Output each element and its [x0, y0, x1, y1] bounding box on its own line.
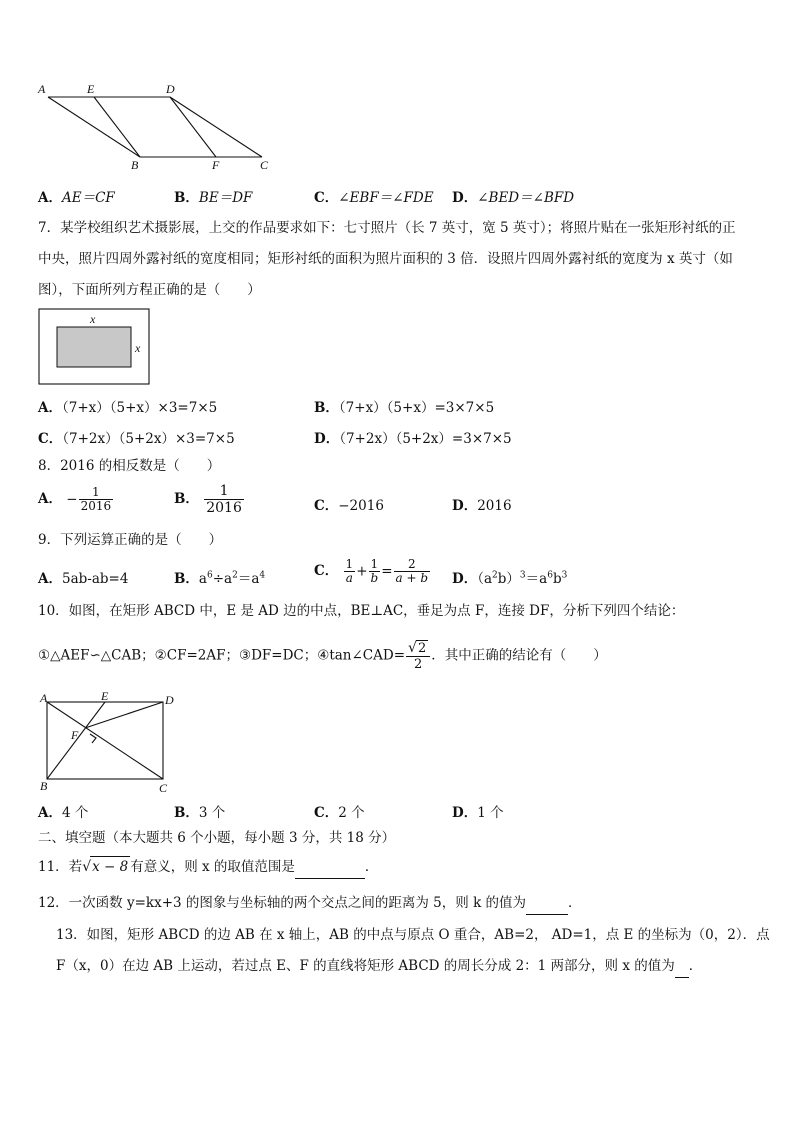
fraction-denominator: a + b [395, 571, 429, 585]
q9-b-exp1: 6 [206, 570, 213, 581]
photo [57, 327, 131, 367]
q8-option-d-text: 2016 [477, 498, 512, 514]
q8-stem: 8．2016 的相反数是（ ） [38, 458, 221, 474]
q6-option-a[interactable] [38, 186, 115, 206]
q8-option-a-letter: A． [38, 491, 62, 507]
q9-b-op: ÷a [212, 571, 233, 587]
q6-option-b[interactable] [174, 186, 252, 206]
label-b: B [131, 158, 139, 172]
q10-conclusions: ①△AEF∽△CAB；②CF=2AF；③DF=DC；④tan∠CAD= [38, 647, 406, 664]
q10-option-d-text: 1 个 [477, 805, 504, 821]
q10-option-b-letter: B． [174, 805, 199, 821]
q10-question: ．其中正确的结论有（ ） [431, 647, 607, 664]
q9-d-open: （a [477, 571, 493, 587]
q7-option-b[interactable] [314, 396, 494, 416]
q7-option-d-text: （7+2x）（5+2x）=3×7×5 [339, 431, 512, 447]
q10-figure [38, 690, 178, 796]
q9-option-a-letter: A． [38, 571, 62, 587]
q8-option-b[interactable] [174, 483, 245, 516]
q6-option-c-text: ∠EBF＝∠FDE [338, 190, 434, 206]
q11-answer-blank[interactable] [295, 857, 365, 879]
fraction-denominator: 2 [413, 657, 423, 672]
q9-b-base: a [198, 571, 207, 587]
q9-b-exp2: 2 [232, 570, 238, 581]
segment-df [170, 97, 216, 157]
q11-pre: 11．若 [38, 859, 83, 875]
q10-stem-line2 [38, 640, 607, 672]
q8-option-c-text: −2016 [338, 498, 384, 514]
q9-option-c[interactable] [314, 558, 431, 585]
q8-option-a-fraction [79, 486, 114, 513]
label-a: A [40, 691, 48, 705]
radicand: 2 [417, 641, 427, 656]
q8-option-b-fraction [204, 483, 244, 516]
q9-stem: 9．下列运算正确的是（ ） [38, 532, 223, 548]
q7-option-d-letter: D． [314, 431, 340, 447]
q9-b-eq: ＝a [237, 571, 260, 587]
q9-option-d[interactable] [452, 567, 567, 587]
q10-option-d-letter: D． [452, 805, 478, 821]
label-d: D [166, 82, 175, 96]
q9-c-eq: = [381, 563, 393, 580]
radical-sign: √ [82, 859, 92, 875]
q6-option-b-letter: B． [174, 190, 199, 206]
fraction-denominator: 2016 [206, 500, 242, 516]
label-d: D [165, 693, 174, 707]
q9-c-frac2 [369, 558, 381, 585]
q9-c-frac3 [394, 558, 431, 585]
label-e: E [101, 689, 109, 703]
q13-end: ． [688, 958, 703, 974]
q10-option-b[interactable] [174, 801, 225, 821]
segment-ab [48, 97, 140, 157]
q9-d-eq: ＝a [525, 571, 548, 587]
q7-option-a[interactable] [38, 396, 217, 416]
q6-option-d-letter: D． [452, 190, 478, 206]
label-c: C [260, 158, 269, 172]
q10-option-b-text: 3 个 [198, 805, 226, 821]
q10-option-c[interactable] [314, 801, 365, 821]
q7-option-d[interactable] [314, 427, 512, 447]
fraction-numerator [406, 640, 430, 657]
radical-sign: √ [408, 640, 417, 656]
label-x-top: x [90, 312, 96, 326]
label-f: F [71, 728, 79, 742]
q10-option-a-letter: A． [38, 805, 62, 821]
label-b: B [40, 779, 48, 793]
fraction-numerator: 1 [369, 558, 381, 572]
q9-option-a-text: 5ab-ab=4 [61, 571, 129, 587]
q7-option-c-letter: C． [38, 431, 63, 447]
section-title-fill-in: 二、填空题（本大题共 6 个小题，每小题 3 分，共 18 分） [38, 830, 396, 846]
q7-option-b-letter: B． [314, 400, 339, 416]
label-a: A [38, 82, 46, 96]
q7-stem-line1: 7．某学校组织艺术摄影展，上交的作品要求如下：七寸照片（长 7 英寸，宽 5 英寸）；将照片贴在一张矩形衬纸的正 [38, 220, 736, 236]
q10-option-c-letter: C． [314, 805, 339, 821]
q12-end: ． [568, 895, 582, 911]
q6-option-c-letter: C． [314, 190, 339, 206]
q7-figure [38, 308, 152, 388]
q7-option-a-letter: A． [38, 400, 62, 416]
q6-option-a-letter: A． [38, 190, 62, 206]
fraction-numerator: 1 [345, 557, 354, 571]
diagonal-ac [47, 702, 163, 779]
q9-d-exp4: 3 [561, 570, 568, 581]
label-c: C [159, 781, 168, 795]
q13-answer-blank[interactable] [675, 956, 689, 978]
q12 [38, 893, 582, 915]
q8-option-b-letter: B． [174, 491, 199, 507]
fraction-numerator: 1 [204, 483, 244, 500]
q13-text: F（x，0）在边 AB 上运动，若过点 E、F 的直线将矩形 ABCD 的周长分成 2：1 两部分，则 x 的值为 [56, 958, 675, 974]
fraction-denominator: a [345, 571, 353, 585]
q9-d-exp3: 6 [547, 570, 553, 581]
q6-option-b-text: BE＝DF [198, 190, 253, 206]
q7-option-a-text: （7+x）（5+x）×3=7×5 [61, 400, 218, 416]
q10-option-a-text: 4 个 [61, 805, 89, 821]
q6-option-d[interactable] [452, 186, 574, 206]
q12-text: 12．一次函数 y=kx+3 的图象与坐标轴的两个交点之间的距离为 5，则 k 的值为 [38, 895, 527, 911]
q9-b-exp3: 4 [259, 570, 266, 581]
q9-option-b[interactable] [174, 567, 265, 587]
q7-option-c[interactable] [38, 427, 235, 447]
q12-answer-blank[interactable] [526, 893, 568, 915]
q9-d-b: b [552, 571, 562, 587]
q10-option-c-text: 2 个 [338, 805, 365, 821]
fraction-numerator: 1 [79, 486, 114, 500]
q8-option-c[interactable] [314, 494, 384, 514]
fraction-denominator: 2016 [80, 499, 112, 513]
q6-option-d-text: ∠BED＝∠BFD [477, 190, 575, 206]
q8-option-a[interactable] [38, 486, 114, 513]
q8-option-d[interactable] [452, 494, 512, 514]
q13-line2 [56, 956, 702, 978]
q11-radicand: x − 8 [90, 856, 130, 878]
q9-d-exp2: 3 [519, 570, 526, 581]
q13-line1: 13．如图，矩形 ABCD 的边 AB 在 x 轴上，AB 的中点与原点 O 重合，AB=2， AD=1，点 E 的坐标为（0，2）．点 [56, 927, 770, 943]
q10-sqrt2-over-2 [406, 640, 430, 672]
q9-d-mid: b） [497, 571, 520, 587]
fraction-denominator: b [370, 571, 379, 585]
right-angle-mark [90, 734, 96, 743]
q8-option-d-letter: D． [452, 498, 478, 514]
label-e: E [87, 82, 95, 96]
q9-option-a[interactable] [38, 567, 128, 587]
fraction-numerator: 2 [394, 558, 431, 572]
q7-option-b-text: （7+x）（5+x）=3×7×5 [338, 400, 495, 416]
q7-stem-line2: 中央，照片四周外露衬纸的宽度相同；矩形衬纸的面积为照片面积的 3 倍．设照片四周外露衬纸的宽度为 x 英寸（如 [38, 251, 733, 267]
segment-df [85, 702, 163, 728]
q8-option-c-letter: C． [314, 498, 339, 514]
q9-c-frac1 [344, 558, 356, 585]
q9-d-exp1: 2 [492, 570, 498, 581]
q6-figure [34, 80, 284, 176]
q6-option-a-text: AE＝CF [61, 190, 115, 206]
q9-option-d-letter: D． [452, 571, 478, 587]
label-f: F [212, 158, 220, 172]
q7-stem-line3: 图），下面所列方程正确的是（ ） [38, 282, 261, 298]
q10-stem-line1: 10．如图，在矩形 ABCD 中，E 是 AD 边的中点，BE⊥AC，垂足为点 F，连接 DF，分析下列四个结论： [38, 603, 685, 619]
q11 [38, 856, 378, 879]
q11-post: 有意义，则 x 的取值范围是 [130, 859, 295, 875]
q6-option-c[interactable] [314, 186, 434, 206]
label-x-right: x [135, 341, 141, 355]
q9-option-b-letter: B． [174, 571, 199, 587]
q11-end: ． [364, 859, 379, 875]
segment-eb [94, 97, 140, 157]
q10-option-d[interactable] [452, 801, 504, 821]
q9-option-c-letter: C． [314, 563, 339, 579]
q7-option-c-text: （7+2x）（5+2x）×3=7×5 [62, 431, 235, 447]
q8-option-a-minus: − [66, 491, 78, 508]
q9-c-plus: + [356, 563, 368, 580]
q10-option-a[interactable] [38, 801, 88, 821]
segment-dc [170, 97, 262, 157]
